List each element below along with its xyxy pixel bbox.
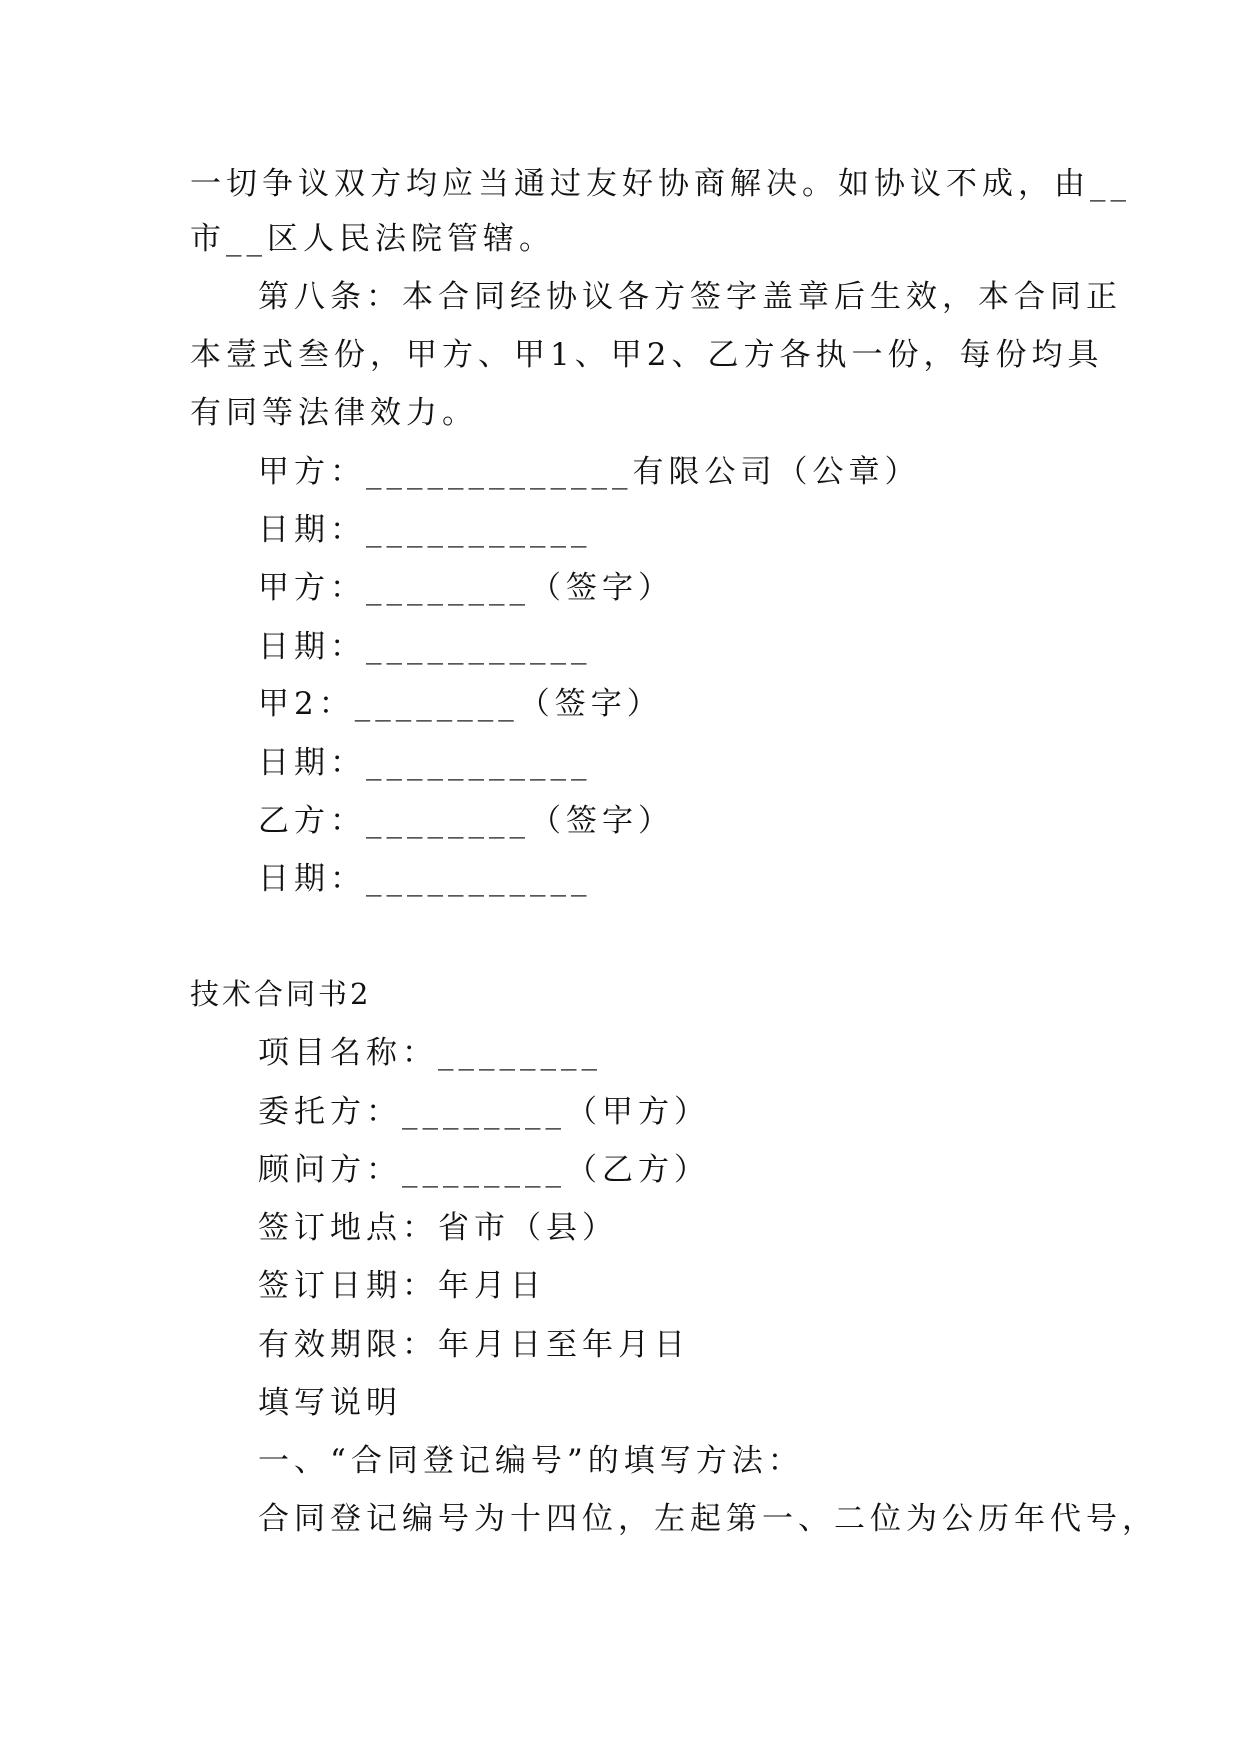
signature-party-a-company: 甲方：_____________有限公司（公章） [258,454,921,490]
instruction-1-text: 合同登记编号为十四位，左起第一、二位为公历年代号， [258,1501,1158,1537]
signature-date-4: 日期：___________ [258,861,592,897]
project-name-line: 项目名称：________ [258,1035,602,1071]
signature-date-2: 日期：___________ [258,629,592,665]
signature-party-b-sign: 乙方：________（签字） [258,803,674,839]
signature-date-3: 日期：___________ [258,745,592,781]
signature-date-1: 日期：___________ [258,512,592,548]
signature-party-a-sign: 甲方：________（签字） [258,570,674,606]
clause7-tail-line-1: 一切争议双方均应当通过友好协商解决。如协议不成，由__ [190,166,1131,202]
clause8-line-1: 第八条：本合同经协议各方签字盖章后生效，本合同正 [258,279,1122,315]
signing-date-line: 签订日期：年月日 [258,1268,546,1304]
client-line: 委托方：________（甲方） [258,1094,710,1130]
clause8-line-2: 本壹式叁份，甲方、甲1、甲2、乙方各执一份，每份均具 [190,337,1104,373]
signing-place-line: 签订地点：省市（县） [258,1210,618,1246]
clause8-line-3: 有同等法律效力。 [190,395,478,431]
signature-party-a2-sign: 甲2：________（签字） [258,686,663,722]
instruction-1-heading: 一、“合同登记编号”的填写方法： [258,1443,804,1479]
second-contract-title: 技术合同书2 [190,977,372,1011]
validity-period-line: 有效期限：年月日至年月日 [258,1327,690,1363]
clause7-tail-line-2: 市__区人民法院管辖。 [190,221,555,257]
consultant-line: 顾问方：________（乙方） [258,1152,710,1188]
filling-instructions-heading: 填写说明 [258,1385,402,1421]
